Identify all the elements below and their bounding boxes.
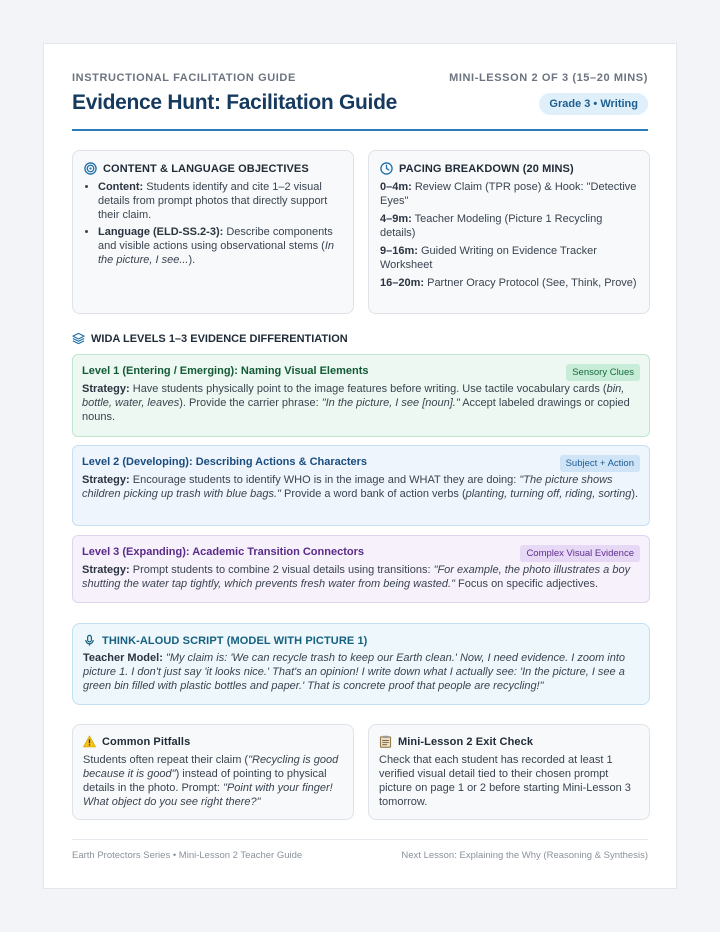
target-icon [84,162,97,175]
script-title: THINK-ALOUD SCRIPT (MODEL WITH PICTURE 1) [102,634,368,647]
exit-check-card [368,724,650,820]
level-tag: Complex Visual Evidence [520,545,640,562]
lesson-tag: MINI-LESSON 2 OF 3 (15–20 MINS) [449,72,648,84]
pacing-card [368,150,650,314]
think-aloud-card [72,623,650,705]
footer-divider [72,839,648,840]
level-title: Level 3 (Expanding): Academic Transition Connectors [82,546,364,558]
guide-page [43,43,677,889]
level-tag: Sensory Clues [566,364,640,381]
page-title: Evidence Hunt: Facilitation Guide [72,91,397,114]
exit-body: Check that each student has recorded at least 1 verified visual detail tied to their chosen prompt picture on page 1 or 2 before starting Mini-Lesson 3 tomorrow. [379,754,631,808]
warning-icon [83,735,96,748]
layers-icon [72,332,85,345]
header-row [72,72,648,84]
grade-badge: Grade 3 • Writing [539,93,648,115]
level-tag: Subject + Action [560,455,640,472]
script-body: Teacher Model: "My claim is: 'We can recycle trash to keep our Earth clean.' Now, I need evidence. I zoom into picture 1. I don't just say 'it looks nice.' That's an opinion! I write down what I actually see: 'In the picture, I see a green bin filled with plastic bottles and paper.' That is concrete proof that people are recycling!" [83,652,626,692]
objective-item: • Language (ELD-SS.2-3): Describe components and visible actions using observational stems (In the picture, I see...). [98,225,342,267]
pacing-item: 4–9m: Teacher Modeling (Picture 1 Recycling details) [380,213,603,239]
clipboard-icon [379,735,392,748]
wida-heading [72,332,348,345]
level-2-card [72,445,650,526]
pitfalls-body: Students often repeat their claim ("Recycling is good because it is good") instead of pointing to physical details in the photo. Prompt: "Point with your finger! What object do you see right there?" [83,754,339,808]
level-title: Level 2 (Developing): Describing Actions & Characters [82,456,368,468]
clock-icon [380,162,393,175]
guide-eyebrow: INSTRUCTIONAL FACILITATION GUIDE [72,72,296,84]
objectives-title: CONTENT & LANGUAGE OBJECTIVES [103,162,309,175]
level-strategy: Strategy: Have students physically point to the image features before writing. Use tactile vocabulary cards (bin, bottle, water, leaves). Provide the carrier phrase: "In the picture, I see [noun]." Accept labeled drawings or copied nouns. [82,383,630,423]
pacing-item: 16–20m: Partner Oracy Protocol (See, Think, Prove) [380,277,637,289]
objectives-card [72,150,354,314]
level-1-card [72,354,650,437]
pitfalls-card [72,724,354,820]
footer-next-lesson: Next Lesson: Explaining the Why (Reasoning & Synthesis) [401,850,648,861]
pacing-title: PACING BREAKDOWN (20 MINS) [399,162,574,175]
exit-title: Mini-Lesson 2 Exit Check [398,735,534,748]
header-divider [72,129,648,131]
pacing-item: 0–4m: Review Claim (TPR pose) & Hook: "Detective Eyes" [380,181,637,207]
exit-heading [379,735,639,748]
level-title: Level 1 (Entering / Emerging): Naming Visual Elements [82,365,369,377]
footer-series: Earth Protectors Series • Mini-Lesson 2 Teacher Guide [72,850,303,861]
pacing-list [380,180,638,290]
footer [72,850,648,861]
wida-title: WIDA LEVELS 1–3 EVIDENCE DIFFERENTIATION [91,332,348,345]
pacing-heading [380,162,638,175]
pitfalls-title: Common Pitfalls [102,735,191,748]
objectives-list [84,180,342,267]
script-heading [83,634,639,647]
level-strategy: Strategy: Prompt students to combine 2 visual details using transitions: "For example, the photo illustrates a boy shutting the water tap tightly, which prevents fresh water from being wasted." Focus on specific adjectives. [82,564,631,590]
level-strategy: Strategy: Encourage students to identify WHO is in the image and WHAT they are doing: "The picture shows children picking up trash with blue bags." Provide a word bank of action verbs (planting, turning off, riding, sorting). [82,474,639,500]
level-3-card [72,535,650,603]
objectives-heading [84,162,342,175]
microphone-icon [83,634,96,647]
pitfalls-heading [83,735,343,748]
pacing-item: 9–16m: Guided Writing on Evidence Tracker Worksheet [380,245,597,271]
objective-item: • Content: Students identify and cite 1–2 visual details from prompt photos that directly support their claim. [98,180,342,222]
